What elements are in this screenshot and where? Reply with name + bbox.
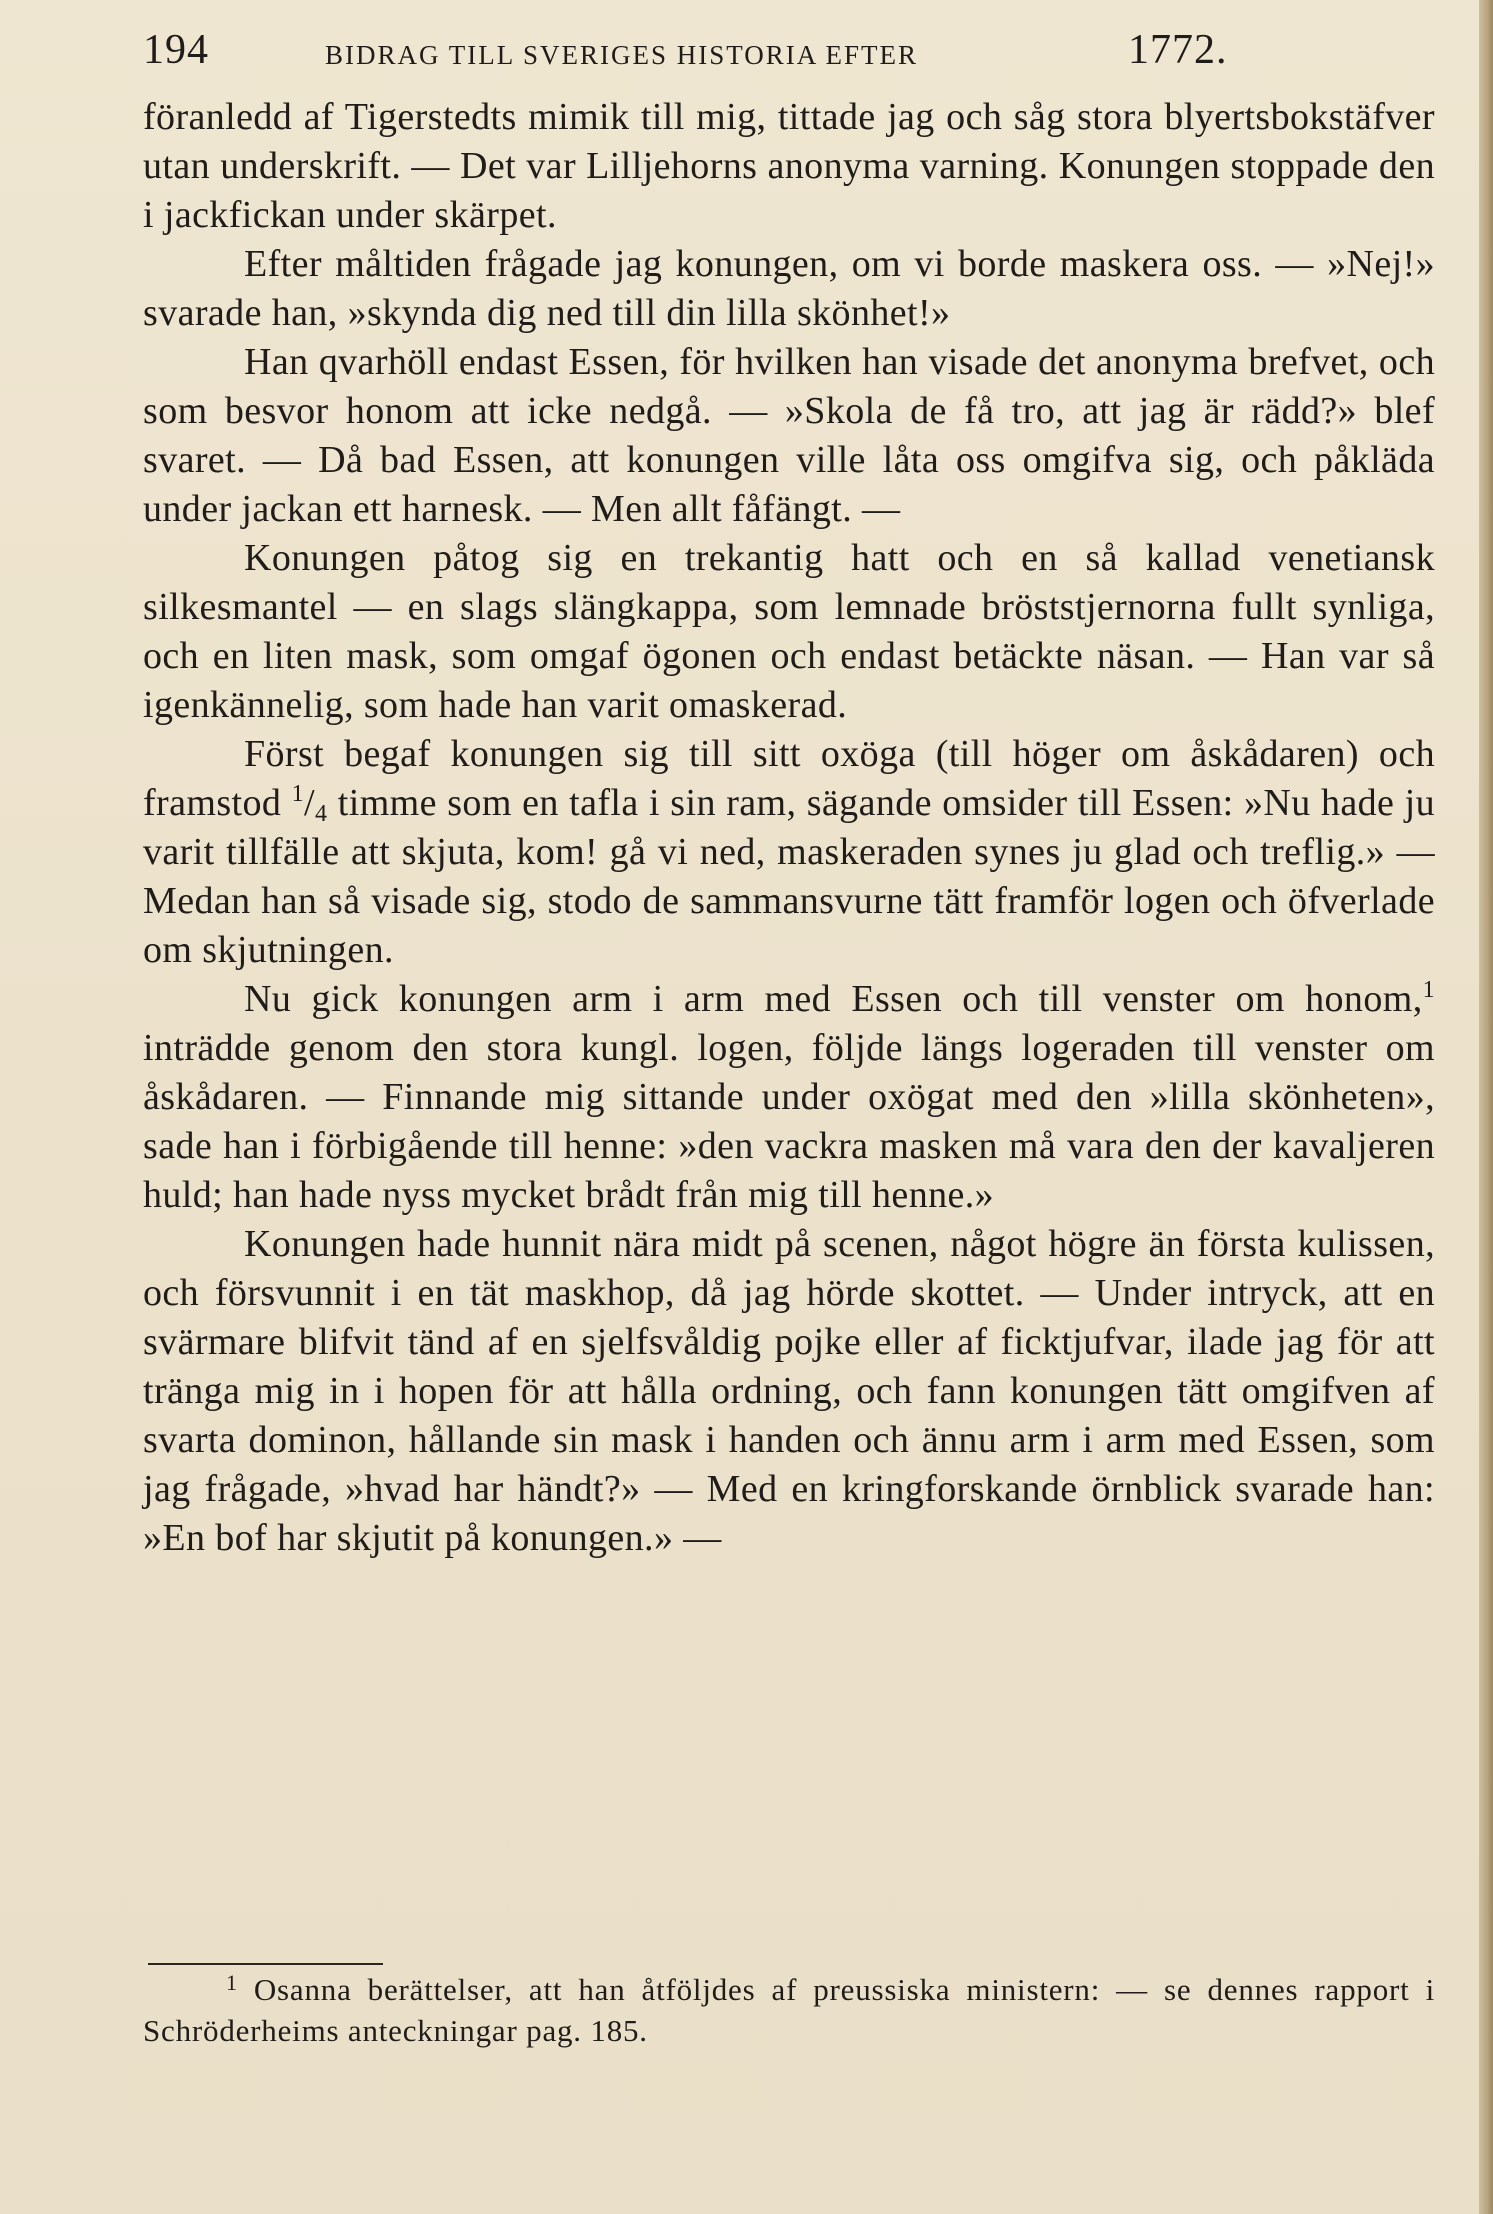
paragraph bbox=[143, 534, 1435, 730]
paragraph bbox=[143, 975, 1435, 1220]
footnote-reference: 1 bbox=[1422, 977, 1435, 1003]
paragraph-text: Han qvarhöll endast Essen, för hvilken han visade det anonyma brefvet, och som besvor honom att icke nedgå. — »Skola de få tro, att jag är rädd?» blef svaret. — Då bad Essen, att konungen ville låta oss omgifva sig, och påkläda under jackan ett harnesk. — Men allt fåfängt. — bbox=[143, 341, 1435, 530]
running-title: BIDRAG TILL SVERIGES HISTORIA EFTER bbox=[325, 40, 919, 70]
fraction bbox=[291, 781, 328, 827]
footnote-divider bbox=[148, 1963, 383, 1965]
paragraph-text: föranledd af Tigerstedts mimik till mig, tittade jag och såg stora blyertsbokstäfver utan underskrift. — Det var Lilljehorns anonyma varning. Konungen stoppade den i jackfickan under skärpet. bbox=[143, 96, 1435, 236]
footnotes bbox=[143, 1969, 1435, 2051]
paragraph-text: Efter måltiden frågade jag konungen, om vi borde maskera oss. — »Nej!» svarade han, »skynda dig ned till din lilla skönhet!» bbox=[143, 243, 1435, 334]
running-year: 1772. bbox=[1128, 27, 1228, 73]
paragraph-text: Konungen påtog sig en trekantig hatt och en så kallad venetiansk silkesmantel — en slags slängkappa, som lemnade bröststjernorna fullt synliga, och en liten mask, som omgaf ögonen och endast betäckte näsan. — Han var så igenkännelig, som hade han varit omaskerad. bbox=[143, 537, 1435, 726]
footnote bbox=[143, 1969, 1435, 2051]
body-text bbox=[143, 93, 1435, 1563]
fraction-numerator: 1 bbox=[291, 781, 305, 807]
paragraph-text: inträdde genom den stora kungl. logen, följde längs logeraden till venster om åskådaren. — Finnande mig sittande under oxögat med den »lilla skönheten», sade han i förbigående till henne: »den vackra masken må vara den der kavaljeren huld; han hade nyss mycket brådt från mig till henne.» bbox=[143, 1027, 1435, 1216]
paragraph bbox=[143, 93, 1435, 240]
paragraph bbox=[143, 240, 1435, 338]
page-edge bbox=[1479, 0, 1493, 2214]
paragraph-text: Nu gick konungen arm i arm med Essen och till venster om honom, bbox=[244, 978, 1423, 1020]
paragraph bbox=[143, 338, 1435, 534]
paragraph bbox=[143, 730, 1435, 975]
page-number: 194 bbox=[143, 27, 209, 73]
paragraph bbox=[143, 1220, 1435, 1563]
fraction-slash: / bbox=[304, 782, 316, 824]
footnote-text: Osanna berättelser, att han åtföljdes af preussiska ministern: — se dennes rapport i Schröderheims anteckningar pag. 185. bbox=[143, 1972, 1435, 2048]
footnote-marker: 1 bbox=[226, 1970, 238, 1995]
paragraph-text: Först begaf konungen sig till sitt oxöga (till höger om åskådaren) och framstod bbox=[143, 733, 1435, 824]
page-header bbox=[143, 26, 1243, 76]
paragraph-text: Konungen hade hunnit nära midt på scenen, något högre än första kulissen, och försvunnit i en tät maskhop, då jag hörde skottet. — Under intryck, att en svärmare blifvit tänd af en sjelfsvåldig pojke eller af ficktjufvar, ilade jag för att tränga mig in i hopen för att hålla ordning, och fann konungen tätt omgifven af svarta dominon, hållande sin mask i handen och ännu arm i arm med Essen, som jag frågade, »hvad har händt?» — Med en kringforskande örnblick svarade han: »En bof har skjutit på konungen.» — bbox=[143, 1223, 1435, 1559]
paragraph-text: timme som en tafla i sin ram, sägande omsider till Essen: »Nu hade ju varit tillfälle att skjuta, kom! gå vi ned, maskeraden synes ju glad och treflig.» — Medan han så visade sig, stodo de sammansvurne tätt framför logen och öfverlade om skjutningen. bbox=[143, 782, 1435, 971]
fraction-denominator: 4 bbox=[315, 801, 328, 827]
